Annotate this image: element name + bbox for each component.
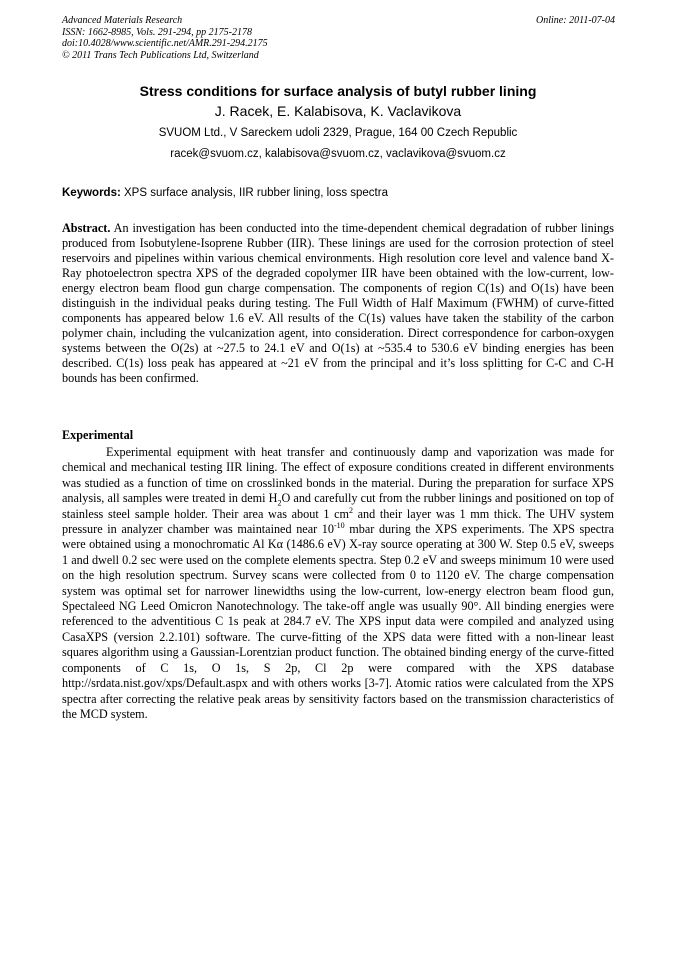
issn-line: ISSN: 1662-8985, Vols. 291-294, pp 2175-2178 — [62, 26, 252, 38]
abstract-text: An investigation has been conducted into the time-dependent chemical degradation of rubber linings produced from Isobutylene-Isoprene Rubber (IIR). These linings are used for the corrosion protection of steel reservoirs and pipelines within various chemical environments. High resolution core level and valence band X-Ray photoelectron spectra XPS of the degraded copolymer IIR have been obtained with the low-current, low-energy electron beam flood gun charge compensation. The components of region C(1s) and O(1s) have been distinguish in the individual peaks during testing. The Full Width of Half Maximum (FWHM) of curve-fitted components has appeared below 1.6 eV. All results of the C(1s) values have taken the stability of the carbon polymer chain, including the vulcanization agent, into consideration. Direct correspondence for carbon-oxygen systems between the O(2s) at ~27.5 to 24.1 eV and O(1s) at ~535.4 to 530.6 eV binding energies has been described. C(1s) loss peak has appeared at ~21 eV from the principal and it’s loss splitting for C-C and C-H bounds has been confirmed. — [62, 221, 614, 385]
paper-title: Stress conditions for surface analysis of butyl rubber lining — [139, 83, 537, 99]
online-date: Online: 2011-07-04 — [536, 15, 615, 26]
paper-authors: J. Racek, E. Kalabisova, K. Vaclavikova — [214, 103, 462, 119]
journal-header — [62, 15, 268, 61]
abstract — [62, 221, 614, 386]
copyright-line: © 2011 Trans Tech Publications Ltd, Switzerland — [62, 49, 259, 61]
author-emails: racek@svuom.cz, kalabisova@svuom.cz, vaclavikova@svuom.cz — [170, 148, 506, 160]
journal-name: Advanced Materials Research — [62, 15, 183, 26]
keywords-label: Keywords: — [62, 187, 121, 199]
superscript-minus-10: -10 — [333, 520, 345, 530]
abstract-label: Abstract. — [62, 221, 111, 235]
experimental-text-4: mbar during the XPS experiments. The XPS spectra were obtained using a monochromatic Al Kα (1486.6 eV) X-ray source operating at 300 W. Step 0.5 eV, sweeps 1 and dwell 0.2 sec were used on the complete elements spectra. Step 0.2 eV and sweeps minimum 10 were used on the high resolution spectrum. Survey scans were collected from 0 to 1120 eV. The charge compensation system was optimal set for narrower linewidths using the low-current, low-energy electron beam flood gun, Spectaleed NG Leed Omicron Nanotechnology. The take-off angle was usually 90°. All binding energies were referenced to the adventitious C 1s peak at 284.7 eV. The XPS input data were compiled and analyzed using CasaXPS (version 2.2.101) software. The curve-fitting of the XPS data were fitted with a non-linear least squares algorithm using a Gaussian-Lorentzian product function. The obtained binding energy of the curve-fitted components of C 1s, O 1s, S 2p, Cl 2p were compared with the XPS database http://srdata.nist.gov/xps/Default.aspx and with others works [3-7]. Atomic ratios were calculated from the XPS spectra after correcting the relative peak areas by sensitivity factors based on the transmission characteristics of the MCD system. — [62, 522, 615, 721]
experimental-text-3: and their layer was 1 mm thick. The UHV system pressure in analyzer chamber was maintained near 10 — [62, 506, 614, 537]
title-block — [62, 83, 614, 162]
experimental-paragraph — [62, 445, 614, 722]
keywords — [62, 186, 614, 201]
subscript-2: 2 — [277, 498, 282, 508]
doi-line: doi:10.4028/www.scientific.net/AMR.291-294.2175 — [62, 38, 268, 49]
superscript-2: 2 — [349, 505, 353, 515]
experimental-text-2: O and carefully cut from the rubber linings and positioned on top of stainless steel sample holder. Their area was about 1 cm — [62, 491, 614, 521]
keywords-text: XPS surface analysis, IIR rubber lining, loss spectra — [120, 187, 388, 199]
section-heading-experimental: Experimental — [62, 428, 134, 442]
experimental-text-1: Experimental equipment with heat transfer and continuously damp and vaporization was made for chemical and mechanical testing IIR lining. The effect of exposure conditions created in different environments was studied as a function of time on crosslinked bonds in the material. During the preparation for surface XPS analysis, all samples were treated in demi H — [62, 445, 614, 506]
affiliation: SVUOM Ltd., V Sareckem udoli 2329, Prague, 164 00 Czech Republic — [158, 127, 518, 139]
